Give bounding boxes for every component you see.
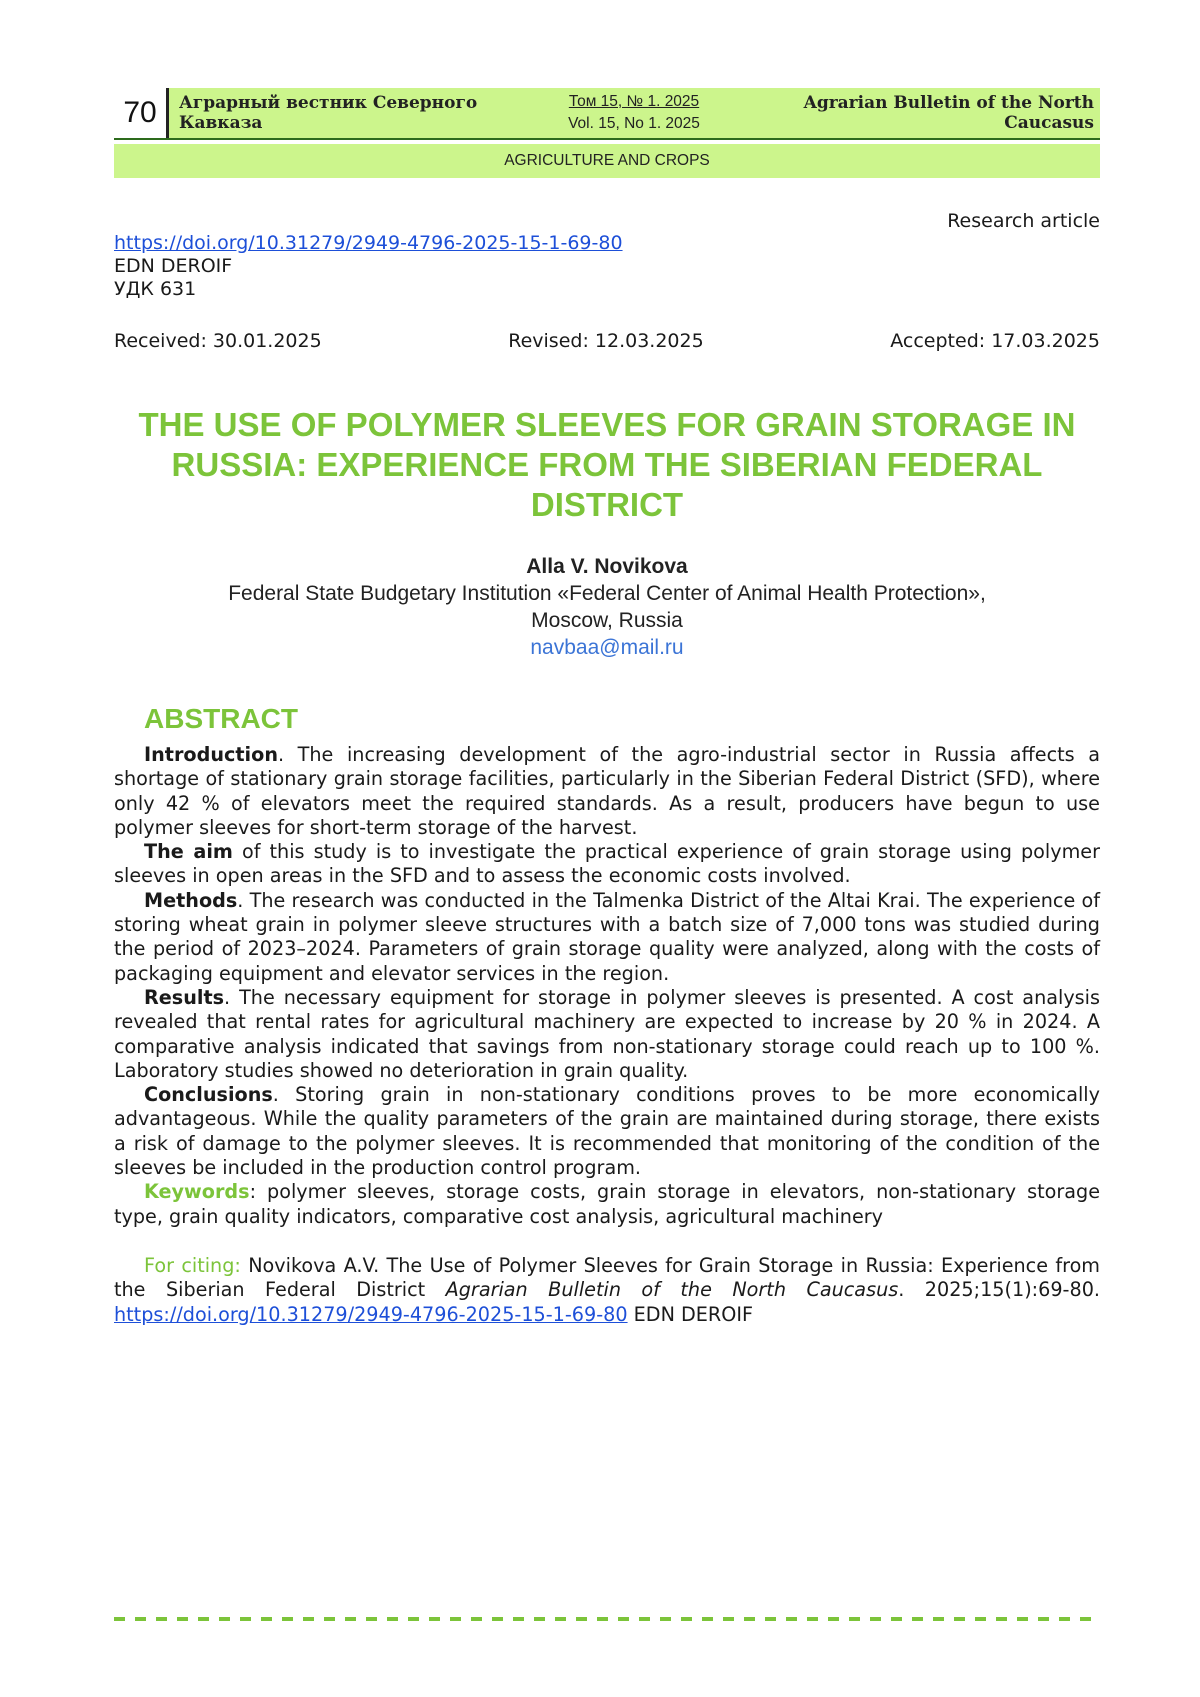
citation-block	[114, 1254, 1100, 1327]
volume-en: Vol. 15, No 1. 2025	[568, 115, 700, 132]
section-label: AGRICULTURE AND CROPS	[114, 144, 1100, 178]
methods-text: . The research was conducted in the Talmenka District of the Altai Krai. The experience of storing wheat grain in polymer sleeve structures with a batch size of 7,000 tons was studied during the period of 2023–2024. Parameters of grain storage quality were analyzed, along with the costs of packaging equipment and elevator services in the region.	[114, 888, 1100, 985]
conclusions-label: Conclusions	[144, 1083, 273, 1107]
keywords-label: Keywords	[144, 1180, 250, 1204]
edn: EDN DEROIF	[114, 255, 233, 277]
article-title: THE USE OF POLYMER SLEEVES FOR GRAIN STORAGE IN RUSSIA: EXPERIENCE FROM THE SIBERIAN FEDERAL DISTRICT	[138, 406, 1076, 523]
volume-ru: Том 15, № 1. 2025	[568, 93, 700, 110]
author-email[interactable]: navbaa@mail.ru	[530, 636, 684, 659]
citing-label: For citing:	[144, 1254, 241, 1277]
accepted-date: Accepted: 17.03.2025	[890, 330, 1100, 352]
intro-label: Introduction	[144, 743, 278, 766]
citing-journal: Agrarian Bulletin of the North Caucasus	[445, 1278, 899, 1302]
author-block	[114, 553, 1100, 661]
keywords-text: : polymer sleeves, storage costs, grain storage in elevators, non-stationary storage type, grain quality indicators, comparative cost analysis, agricultural machinery	[114, 1180, 1100, 1228]
citing-edn: EDN DEROIF	[627, 1302, 754, 1326]
results-text: . The necessary equipment for storage in polymer sleeves is presented. A cost analysis revealed that rental rates for agricultural machinery are expected to increase by 20 % in 2024. A comparative analysis indicated that savings from non-stationary storage could reach up to 100 %. Laboratory studies showed no deterioration in grain quality.	[114, 985, 1100, 1082]
abstract-heading: ABSTRACT	[144, 703, 298, 734]
author-name: Alla V. Novikova	[526, 555, 688, 578]
intro-text: . The increasing development of the agro-industrial sector in Russia affects a shortage of stationary grain storage facilities, particularly in the Siberian Federal District (SFD), where only 42 % of elevators meet the required standards. As a result, producers have begun to use polymer sleeves for short-term storage of the harvest.	[114, 743, 1100, 839]
received-date: Received: 30.01.2025	[114, 330, 322, 352]
abstract-conclusions	[114, 1083, 1100, 1180]
citing-details: . 2025;15(1):69-80.	[898, 1278, 1100, 1302]
abstract-introduction	[114, 743, 1100, 840]
doi-link[interactable]: https://doi.org/10.31279/2949-4796-2025-15-1-69-80	[114, 232, 623, 254]
abstract-results	[114, 986, 1100, 1083]
article-type: Research article	[947, 210, 1100, 232]
author-affiliation: Federal State Budgetary Institution «Federal Center of Animal Health Protection»,	[228, 582, 986, 605]
aim-label: The aim	[144, 840, 233, 864]
article-dates	[114, 330, 1100, 352]
abstract-methods	[114, 889, 1100, 986]
footer-dashed-rule	[114, 1617, 1100, 1621]
volume-info	[559, 91, 709, 135]
citing-doi-link[interactable]: https://doi.org/10.31279/2949-4796-2025-15-1-69-80	[114, 1302, 628, 1326]
revised-date: Revised: 12.03.2025	[508, 330, 704, 352]
journal-title-ru: Аграрный вестник Северного Кавказа	[179, 93, 478, 133]
results-label: Results	[144, 985, 225, 1009]
udk: УДК 631	[114, 278, 197, 300]
conclusions-text: . Storing grain in non-stationary conditions proves to be more economically advantageous. While the quality parameters of the grain are maintained during storage, there exists a risk of damage to the polymer sleeves. It is recommended that monitoring of the condition of the sleeves be included in the production control program.	[114, 1083, 1100, 1180]
abstract-keywords	[114, 1180, 1100, 1229]
header-rule	[114, 138, 1100, 140]
abstract-aim	[114, 840, 1100, 889]
citing-text: Novikova A.V. The Use of Polymer Sleeves for Grain Storage in Russia: Experience from the Siberian Federal District	[114, 1254, 1100, 1302]
journal-header	[114, 88, 1100, 138]
aim-text: of this study is to investigate the practical experience of grain storage using polymer sleeves in open areas in the SFD and to assess the economic costs involved.	[114, 840, 1100, 888]
author-location: Moscow, Russia	[531, 609, 683, 632]
abstract-body	[114, 743, 1100, 1229]
methods-label: Methods	[144, 888, 238, 912]
article-meta	[114, 232, 623, 301]
journal-title-en: Agrarian Bulletin of the North Caucasus	[803, 93, 1094, 133]
page-number: 70	[114, 88, 166, 138]
